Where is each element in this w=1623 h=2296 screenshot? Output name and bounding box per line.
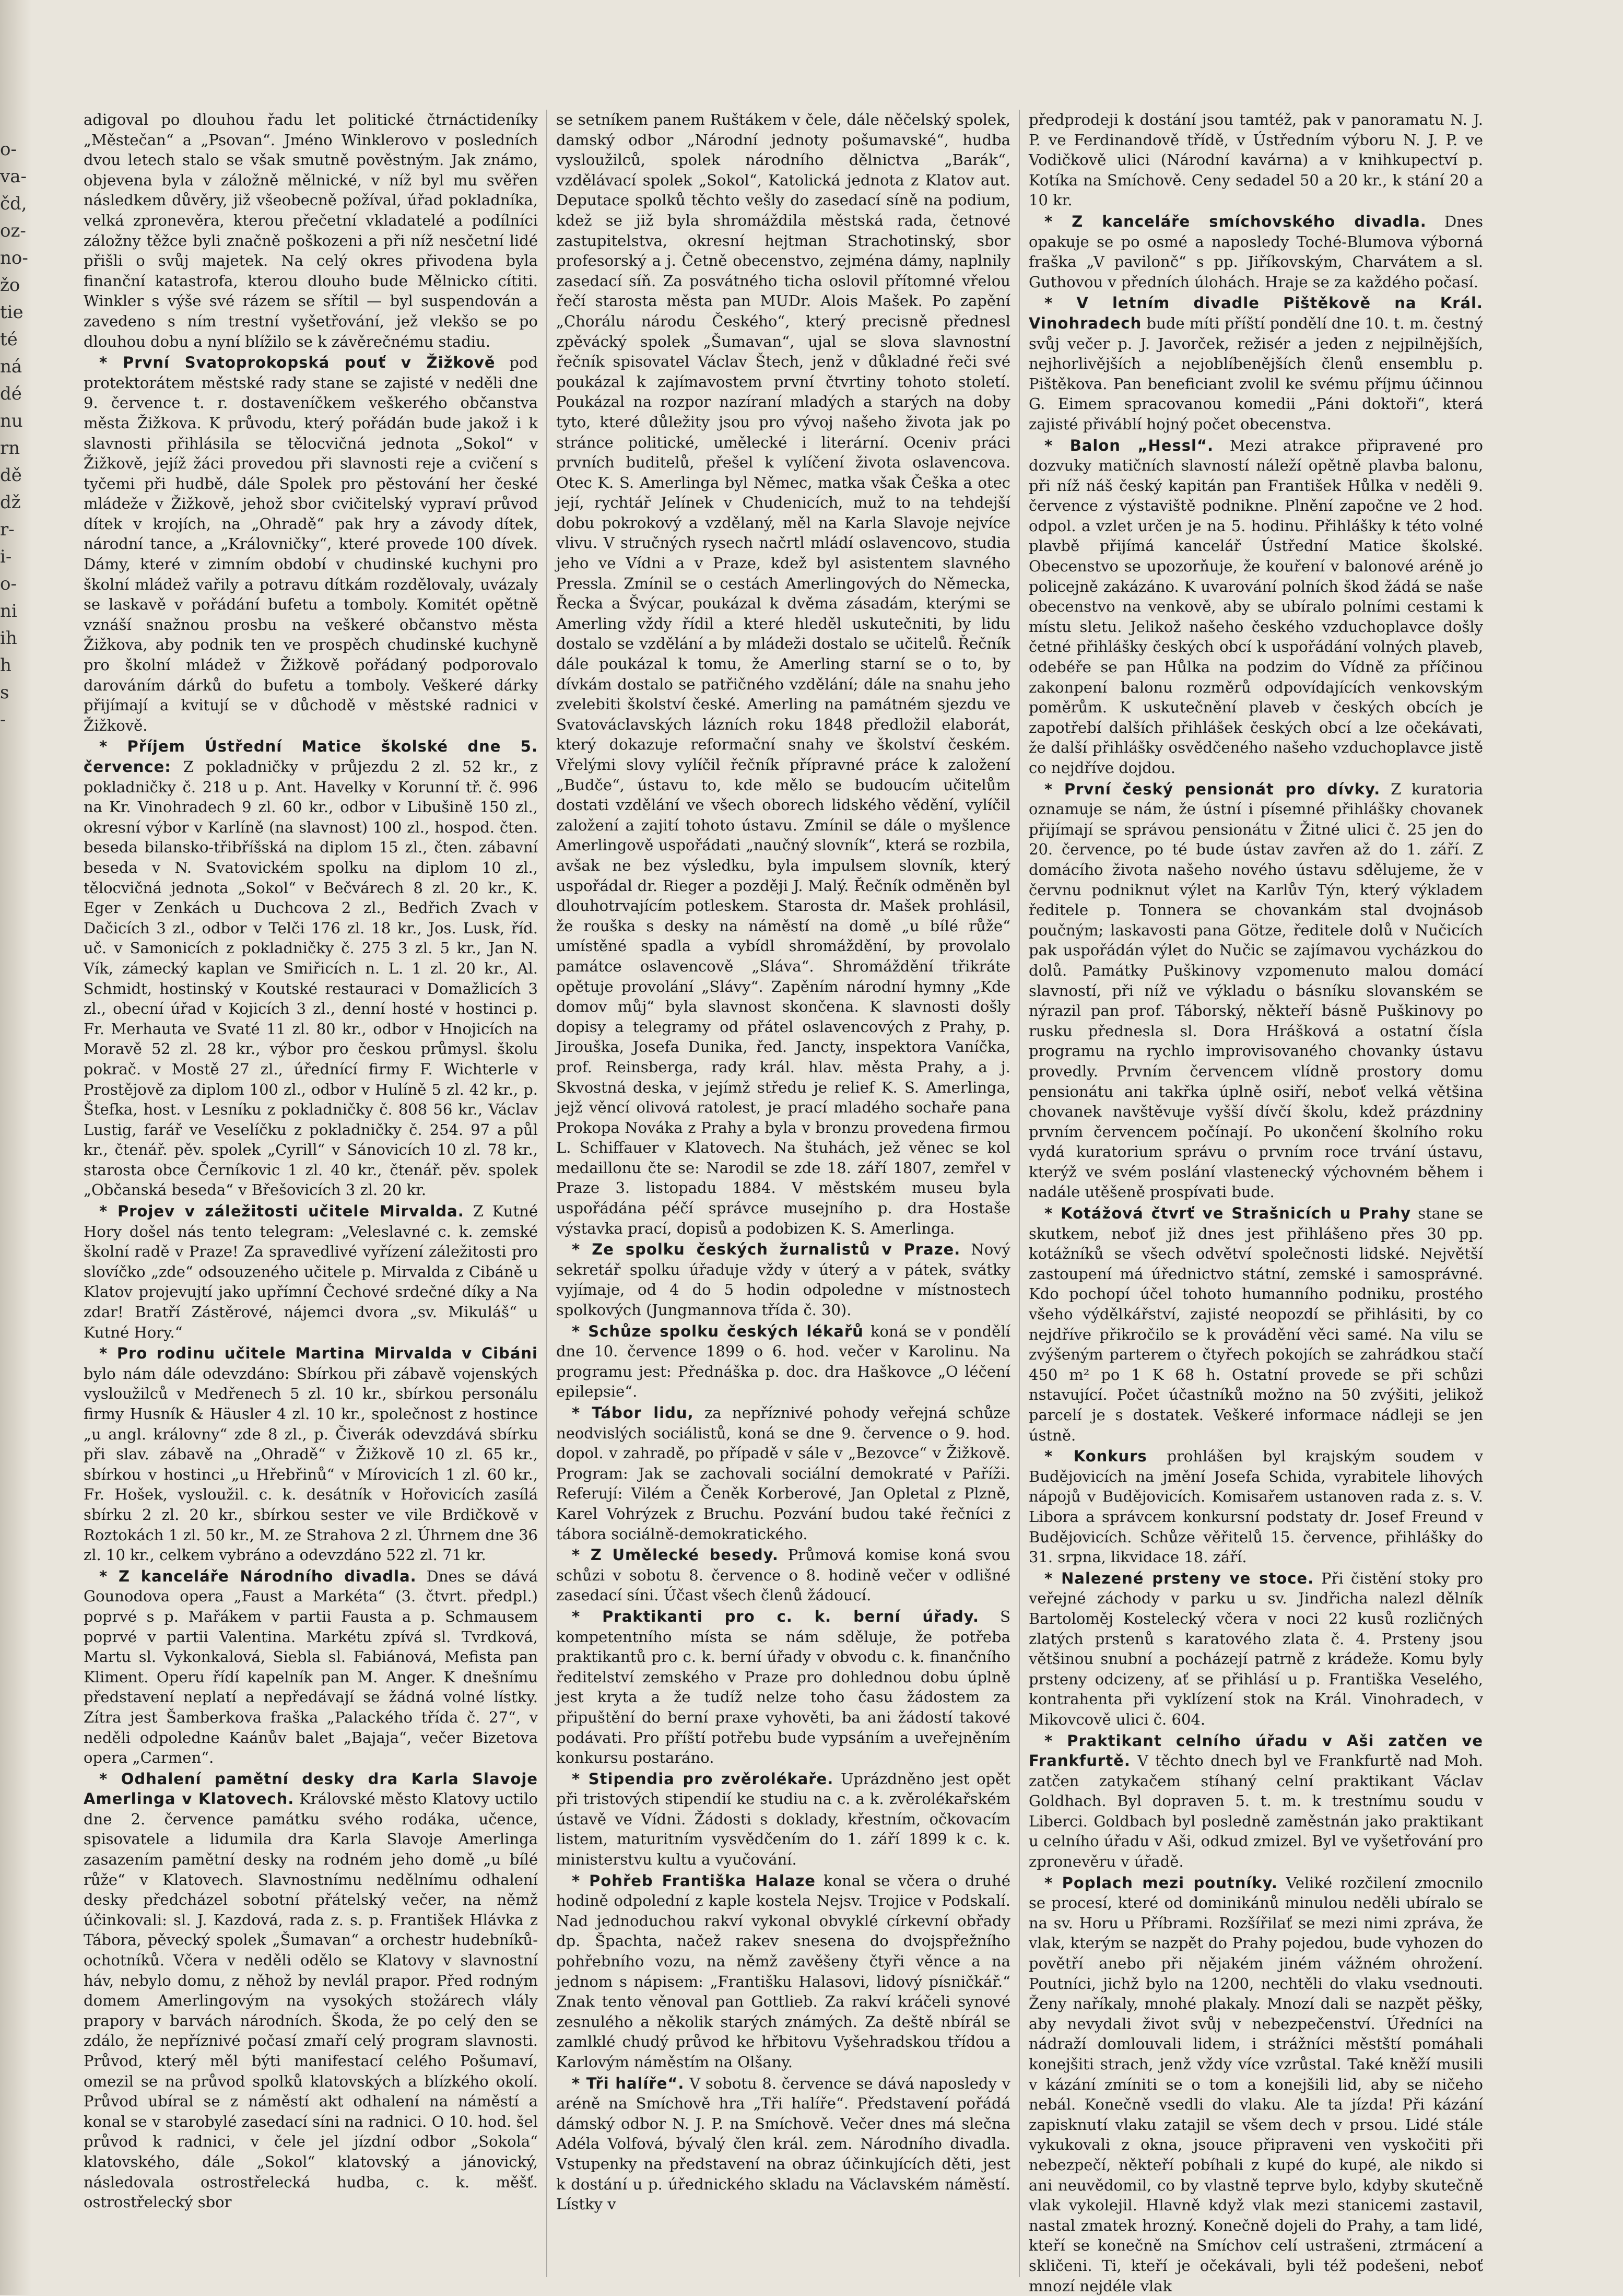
article-text: koná se v pondělí dne 10. července 1899 o 6. hod. večer v Karolinu. Na programu jest: Přednáška p. doc. dra Haškovce „O léčení epilepsie“. — [556, 1322, 1010, 1401]
article-text: V těchto dnech byl ve Frankfurtě nad Moh. zatčen zatykačem stíhaný celní praktikant Václav Goldhach. Byl dopraven 5. t. m. k trestnímu soudu v Liberci. Goldbach byl posledně zaměstnán jako praktikant u celního úřadu v Aši, odkud zmizel. Byl ve vyšetřování pro zpronevěru v úřadě. — [1029, 1752, 1484, 1871]
article — [84, 1343, 538, 1565]
article — [1029, 436, 1483, 778]
article — [556, 1321, 1010, 1402]
article-headline: * Nalezené prsteny ve stoce. — [1044, 1569, 1314, 1587]
edge-fragment: i- — [0, 546, 12, 567]
article — [84, 1566, 538, 1768]
article-headline: * Z kanceláře Národního divadla. — [99, 1567, 417, 1585]
article — [556, 1239, 1010, 1320]
article-text: Z kuratoria oznamuje se nám, že ústní i písemné přihlášky chovanek přijímají se správou pensionátu v Žitné ulici č. 25 jen do 20. července, po té bude ústav zavřen až do 1. září. Z domácího života našeho nového ústavu sdělujeme, že v červnu podniknut výlet na Karlův Týn, který výkladem ředitele p. Tonnera se chovankám stal dvojnásob poučným; laskavosti pana Götze, ředitele dolů v Nučicích pak uspořádán výlet do Nučic se zajímavou vycházkou do dolů. Památky Puškinovy vzpomenuto malou domácí slavností, při níž ve výkladu o básníku slovanském se nýrazil pan prof. Táborský, někteří básně Puškinovy po rusku přednesla sl. Dora Hrášková a ostatní čísla programu na rychlo improvisovaného chovanky ústavu provedly. Prvním červencem vlídně prostory domu pensionátu ani takřka úplně osiří, neboť velká většina chovanek navštěvuje vyšší dívčí školu, kdež prázdniny prvním červencem počínají. Po ukončení školního roku vydá kuratorium správu o prvním roce trvání ústavu, kterýž ve svém poslání vlastenecký výchovném během i nadále utěšeně prospívati bude. — [1029, 780, 1483, 1201]
edge-fragment: h — [0, 655, 11, 676]
edge-fragment: dé — [0, 383, 22, 404]
article — [556, 1545, 1010, 1606]
column-2 — [556, 110, 1010, 2277]
column-rule — [1019, 110, 1020, 2277]
article — [1029, 1446, 1483, 1567]
newspaper-page — [84, 110, 1608, 2295]
article-text: Dnes se dává Gounodova opera „Faust a Markéta“ (3. čtvrt. předpl.) poprvé s p. Mařákem v partii Fausta a p. Schmausem poprvé v partii Valentina. Markétu zpívá sl. Tvrdková, Martu sl. Vykonkalová, Siebla sl. Fabiánová, Mefista pan Kliment. Operu řídí kapelník pan M. Anger. K dnešnímu představení neplatí a nepředávají se žádná volné lístky. Zítra jest Šamberkova fraška „Palackého třída č. 27“, v neděli odpoledne Kaánův balet „Bajaja“, večer Bizetova opera „Carmen“. — [84, 1567, 538, 1767]
article — [556, 1403, 1010, 1544]
article-text: S kompetentního místa se nám sděluje, že potřeba praktikantů pro c. k. berní úřady v obvodu c. k. finančního ředitelství zemského v Praze pro dohlednou dobu úplně jest kryta a že tudíž nelze toho času žádostem za připuštění do berní praxe vyhověti, ba ani žádostí takové podávati. Pro příští potřebu bude vypsáním a uveřejněním konkursu postaráno. — [556, 1607, 1011, 1767]
edge-fragment: o- — [0, 139, 17, 160]
edge-fragment: ná — [0, 356, 22, 377]
article-headline: * Tři halíře“. — [572, 2074, 685, 2092]
article-headline: * Stipendia pro zvěrolékaře. — [572, 1770, 834, 1788]
article-text: pod protektorátem městské rady stane se zajisté v neděli dne 9. července t. r. dostaveníčkem veškerého občanstva města Žižkova. K průvodu, který pořádán bude jakož i k slavnosti přihlásila se tělocvičná jednota „Sokol“ v Žižkově, jejíž žáci provedou při slavnosti reje a cvičení s tyčemi při hudbě, dále Spolek pro pěstování her české mládeže v Žižkově, jehož sbor cvičitelský vypraví průvod dítek v krojích, na „Ohradě“ pak hry a závody dítek, národní tance, a „Královničky“, které provede 100 dívek. Dámy, které v zimním období v chudinské kuchyni pro školní mládež vařily a potravu dítkám rozdělovaly, uvázaly se laskavě v pořádání bufetu a tomboly. Komitét opětně vznáší snažnou prosbu na veškeré občanstvo města Žižkova, aby podnik ten ve prospěch chudinské kuchyně pro školní mládež v Žižkově pořádaný podporovalo darováním dárků do bufetu a tomboly. Veškeré dárky přijímají a kvitují se v důchodě v městské radnici v Žižkově. — [84, 354, 538, 734]
article — [1029, 1568, 1483, 1730]
article-headline: * Balon „Hessl“. — [1044, 436, 1214, 454]
article-headline: * Příjem Ústřední Matice školské dne 5. července: — [84, 737, 538, 776]
article — [1029, 212, 1483, 292]
edge-fragment: va- — [0, 166, 27, 187]
article-text: Dnes opakuje se po osmé a naposledy Toché-Blumova výborná fraška „V pavilonč“ s pp. Jiříkovským, Charvátem a sl. Guthovou v předních úlohách. Hraje se za každého počasí. — [1029, 212, 1483, 291]
column-rule — [546, 110, 547, 2277]
article-text: Průmová komise koná svou schůzi v sobotu 8. července o 8. hodině večer v odlišné zasedací síni. Účast všech členů žádoucí. — [556, 1546, 1011, 1604]
article-text: Z Kutné Hory došel nás tento telegram: „Veleslavné c. k. zemské školní radě v Praze! Za spravedlivé vyřízení záležitosti pro slovíčko „zde“ odsouzeného učitele p. Mirvalda z Cibáně u Klatov projevujtí jako upřímní Čechové srdečné díky a Na zdar! Bratří Zástěrové, nájemci dvora „sv. Mikuláš“ u Kutné Hory.“ — [84, 1202, 538, 1341]
article-text: Královské město Klatovy uctilo dne 2. července památku svého rodáka, učence, spisovatele a lidumila dra Karla Slavoje Amerlinga zasazením pamětní desky na rodném jeho domě „u bílé růže“ v Klatovech. Slavnostnímu nedělnímu odhalení desky předcházel sobotní přátelský večer, na němž účinkovali: sl. J. Kazdová, rada z. s. p. František Hlávka z Tábora, pěvecký spolek „Šumavan“ a orchestr hudebníků-ochotníků. Včera v neděli odělo se Klatovy v slavnostní háv, nebylo domu, z něhož by nevlál prapor. Před rodným domem Amerlingovým na vysokých stožárech vlály prapory v barvách národních. Škoda, že po celý den se zdálo, že nepříznivé počasí zmaří celý program slavnosti. Průvod, který měl býti manifestací celého Pošumaví, omezil se na průvod spolků klatovských a blízkého okolí. Průvod ubíral se z náměstí akt odhalení na náměstí a konal se v starobylé zasedací síni na radnici. O 10. hod. šel průvod k radnici, v čele jel jízdní odbor „Sokola“ klatovského, dále „Sokol“ klatovský a jánovický, následovala ostrostřelecká hudba, c. k. měšť. ostrostřelecký sbor — [84, 1790, 538, 2211]
article-text: prohlášen byl krajským soudem v Budějovicích na jmění Josefa Schida, vyrabitele lihových nápojů v Budějovicích. Komisařem ustanoven rada z. s. V. Libora a správcem konkursní podstaty dr. Josef Freund v Budějovicích. Schůze věřitelů 15. července, přihlášky do 31. srpna, likvidace 18. září. — [1029, 1447, 1483, 1566]
article-headline: * Poplach mezi poutníky. — [1044, 1873, 1278, 1892]
article-headline: * Odhalení pamětní desky dra Karla Slavoje Amerlinga v Klatovech. — [84, 1770, 538, 1808]
article-text: Mezi atrakce připravené pro dozvuky matičních slavností náleží opětně plavba balonu, při níž náš český kapitán pan František Hůlka v neděli 9. července z výstaviště podnikne. Plnění započne ve 2 hod. odpol. a vzlet určen je na 5. hodinu. Přihlášky k této volné plavbě přijímá kancelář Ústřední Matice školské. Obecenstvo se upozorňuje, že kouření v balonové aréně jo policejně zakázáno. K uvarování polních škod žádá se naše obecenstvo na venkově, aby se ubíralo polními cestami k místu sletu. Jelikož našeho českého vzduchoplavce došly četné přihlášky českých obcí k uspořádání volných plaveb, odebéře se pan Hůlka na podzim do Vídně za příčinou zakonpení balonu rozměrů odpovídajících venkovským poměrům. K uskutečnění plaveb v českých obcích je zapotřebí dalších přihlášek českých obcí a lze očekávati, že další přihlášky osvědčeného našeho vzduchoplavce jistě co nejdříve dojdou. — [1029, 436, 1484, 777]
column-3 — [1029, 110, 1484, 2295]
article-text: Nový sekretář spolku úřaduje vždy v úterý a v pátek, svátky vyjímaje, od 4 do 5 hodin odpoledne v místnostech spolkových (Jungmannova třída č. 30). — [556, 1240, 1011, 1319]
article-text: za nepříznivé pohody veřejná schůze neodvislých sociálistů, koná se dne 9. července o 9. hod. dopol. v zahradě, po případě v sále v „Bezovce“ v Žižkově. Program: Jak se zachovali sociální demokraté v Paříži. Referují: Vilém a Čeněk Korberové, Jan Opletal z Plzně, Karel Vohrýzek z Bruchu. Pozvání budou také řečníci z tábora sociálně-demokratického. — [556, 1404, 1010, 1543]
article-text: se setníkem panem Ruštákem v čele, dále něčelský spolek, damský odbor „Národní jednoty pošumavské“, hudba vysloužilců, spolek národního dělnictva „Barák“, vzdělávací spolek „Sokol“, Katolická jednota z Klatov aut. Deputace spolků těchto vešly do zasedací síně na podium, kdež se již byla shromáždila městská rada, četnové zastupitelstva, okresní hejtman Strachotinský, sbor profesorský a j. Četně obecenstvo, zejména dámy, naplnily zasedací síň. Za posvátného ticha oslovil přítomné vřelou řečí starosta města pan MUDr. Alois Mašek. Po zapění „Chorálu národu Českého“, který precisně přednesl zpěvácký spolek „Šumavan“, ujal se slova slavnostní řečník spisovatel Václav Štech, jenž v důkladné řeči své poukázal k zajímavostem první čtvrtiny tohoto století. Poukázal na rozpor nazíraní mladých a starých na doby tyto, které důležity jsou pro vývoj našeho života jak po stránce politické, umělecké i literární. Oceniv práci prvních buditelů, přešel k vylíčení života oslavencova. Otec K. S. Amerlinga byl Němec, matka však Češka a otec její, rychtář Jelínek v Chudenicích, muž to na tehdejší dobu pokrokový a vzdělaný, měl na Karla Slavoje nejvíce vlivu. V stručných rysech načrtl mládí oslavencovo, studia jeho ve Vídni a v Praze, kdež byl asistentem slavného Pressla. Zmínil se o cestách Amerlingových do Německa, Řecka a Švýcar, poukázal k dvěma zásadám, kterými se Amerling vždy řídil a které hleděl uskutečniti, by lidu dostalo se vzdělání a by mládeži dostalo se učitelů. Řečník dále poukázal k tomu, že Amerling starní se o to, by dívkám dostalo se patřičného vzdělání; dále na snahu jeho zvelebiti školství české. Amerling na památném sjezdu ve Svatováclavských lázních roku 1848 předložil elaborát, který dokazuje reformační snahy ve školství českém. Vřelými slovy vylíčil řečník přípravné práce k založení „Budče“, ústavu to, kde mělo se budoucím učitelům dostati vzdělání ve všech oborech lidského vědění, vylíčil založení a zajití tohoto ústavu. Zmínil se dále o myšlence Amerlingově uspořádati „naučný slovník“, která se rozbila, avšak ne bez výsledku, byla impulsem slovník, který uspořádal dr. Rieger a později J. Malý. Řečník odměněn byl dlouhotrvajícím potleskem. Starosta dr. Mašek prohlásil, že rouška s desky na náměstí na domě „u bílé růže“ umístěné spadla a vybídl shromáždění, by provolalo památce oslavencově „Sláva“. Shromáždění třikráte opětuje provolání „Slávy“. Zapěním národní hymny „Kde domov můj“ byla slavnost skončena. K slavnosti došly dopisy a telegramy od přátel oslavencových z Prahy, p. Jirouška, Josefa Dunika, řed. Jancty, inspektora Vaníčka, prof. Reinsberga, rady král. hlav. města Prahy, a j. Skvostná deska, v jejímž středu je relief K. S. Amerlinga, jejž věncí olivová ratolest, je prací mladého sochaře pana Prokopa Nováka z Prahy a byla v bronzu provedena firmou L. Schiffauer v Klatovech. Na štuhách, jež věnec se kol medaillonu čte se: Narodil se zde 18. září 1807, zemřel v Praze 3. listopadu 1884. V městském museu byla uspořádána péčí správce musejního p. dra Hostaše výstavka prací, dopisů a podobizen K. S. Amerlinga. — [556, 111, 1010, 1237]
article-text: Uprázdněno jest opět při tristových stipendií ke studiu na c. a k. zvěrolékařském ústavě ve Vídni. Žádosti s doklady, křestním, očkovacím listem, maturitním vysvědčením do 1. září 1899 k c. k. ministerstvu kultu a vyučování. — [556, 1770, 1010, 1869]
column-1 — [84, 110, 538, 2277]
article — [556, 2074, 1010, 2215]
article-headline: * Projev v záležitosti učitele Mirvalda. — [99, 1202, 464, 1221]
article — [1029, 1203, 1483, 1445]
article — [84, 736, 538, 1200]
edge-fragment: dě — [0, 465, 22, 486]
edge-fragment: s — [0, 682, 9, 703]
article — [556, 1871, 1010, 2072]
edge-fragment: ih — [0, 628, 17, 649]
edge-fragment: nu — [0, 411, 23, 431]
edge-fragment: ni — [0, 601, 17, 622]
article — [556, 1769, 1010, 1870]
article-headline: * Praktikant celního úřadu v Aši zatčen ve Frankfurtě. — [1029, 1731, 1483, 1770]
edge-fragment: o- — [0, 573, 17, 594]
article-continuation — [1029, 110, 1483, 210]
article-continuation — [556, 110, 1010, 1238]
article — [1029, 1873, 1483, 2296]
article-text: Při čistění stoky pro veřejné záchody v parku u sv. Jindřicha nalezl dělník Bartoloměj Kostelecký včera v noci 22 kusů rozličných zlatých prstenů s karatového zlata č. 4. Prsteny jsou většinou snubní a pocházejí patrně z krádeže. Komu byly prsteny odcizeny, ať se přihlásí u p. Františka Veselého, kontrahenta při vyklízení stok na Král. Vinohradech, v Mikovcově ulici č. 604. — [1029, 1569, 1483, 1728]
article-text: stane se skutkem, neboť již dnes jest přihlášeno přes 30 pp. kotážníků se všech odvětví společnosti lidské. Největší zastoupení má úřednictvo státní, zemské i samosprávné. Kdo pochopí účel tohoto humanního podniku, prostého všeho výdělkářství, zajisté neopozdí se přihlásiti, by co nejdříve přikročilo se k provádění věci samé. Na vilu se zvýšeným parterem o čtyřech pokojích se zahrádkou stačí 450 m² po 1 K 68 h. Ostatní provede se při schůzi nstavující. Počet účastníků možno na 50 zvýšiti, jelikož parcelí je s dostatek. Veškeré informace nádleji se jen ústně. — [1029, 1204, 1483, 1444]
article — [1029, 293, 1483, 434]
article-headline: * Praktikanti pro c. k. berní úřady. — [572, 1607, 980, 1625]
article — [1029, 779, 1483, 1202]
edge-fragment: té — [0, 329, 18, 350]
article-headline: * Ze spolku českých žurnalistů v Praze. — [572, 1240, 961, 1259]
neighbor-page-edge — [0, 136, 28, 2173]
edge-fragment: no- — [0, 248, 28, 268]
article-text: adigoval po dlouhou řadu let politické čtrnáctideníky „Městečan“ a „Psovan“. Jméno Winklerovo v posledních dvou letech stalo se však smutně pověstným. Jak známo, objevena byla v záložně mělnické, v níž byl mu svěřen následkem důvěry, již všeobecně požíval, úřad pokladníka, velká zpronevěra, kterou přečetní vkladatelé a podílníci záložny těžce byli značně poškozeni a při níž nesčetní lidé přišli o svůj majetek. Na celý okres přivodena byla finanční katastrofa, kterou dlouho bude Mělnicko cítiti. Winkler s výše své rázem se sřítil — byl suspendován a zavedeno s ním trestní vyšetřování, jež vlekšo se po dlouhou dobu a nyní blížilo se k závěrečnému stadiu. — [84, 111, 538, 350]
article-headline: * Konkurs — [1044, 1447, 1147, 1466]
article-text: Z pokladničky v průjezdu 2 zl. 52 kr., z pokladničky č. 218 u p. Ant. Havelky v Korunní tř. č. 996 na Kr. Vinohradech 9 zl. 60 kr., odbor v Libušině 150 zl., okresní výbor v Karlíně (na slavnost) 100 zl., hospod. čten. beseda bilansko-třibříšská na diplom 15 zl., čten. zábavní beseda v N. Svatovickém spolku na diplom 10 zl., tělocvičná jednota „Sokol“ v Bečvárech 8 zl. 20 kr., K. Eger v Zenkách u Duchcova 2 zl., Bedřich Zvach v Dačicích 3 zl., odbor v Telči 176 zl. 18 kr., Jos. Lusk, říd. uč. v Samonicích z pokladničky č. 275 3 zl. 5 kr., Jan N. Vík, zámecký kaplan ve Smiřicích n. L. 1 zl. 20 kr., Al. Schmidt, hostinský v Koutské restauraci v Domažlicích 3 zl., obecní úřad v Kojicích 3 zl., denní hosté v hostinci p. Fr. Merhauta ve Svaté 11 zl. 80 kr., odbor v Hnojicích na Moravě 52 zl. 28 kr., výbor pro českou průmysl. školu pokrač. v Mostě 27 zl., úřednící firmy F. Wichterle v Prostějově za diplom 100 zl., odbor v Hulíně 5 zl. 42 kr., p. Štefka, host. v Lesníku z pokladničky č. 808 56 kr., Václav Lustig, farář ve Veselíčku z pokladničky č. 254. 97 a půl kr., čtenář. pěv. spolek „Cyrill“ v Sánovicích 10 zl. 78 kr., starosta obce Černíkovic 1 zl. 40 kr., čtenář. pěv. spolek „Občanská beseda“ v Břešovicích 3 zl. 20 kr. — [84, 758, 538, 1199]
edge-fragment: čd, — [0, 193, 27, 214]
article — [84, 1769, 538, 2212]
article-headline: * Z kanceláře smíchovského divadla. — [1044, 212, 1427, 230]
edge-fragment: - — [0, 709, 6, 730]
article-text: V sobotu 8. července se dává naposledy v aréně na Smíchově hra „Tři halíře“. Představení pořádá dámský odbor N. J. P. na Smíchově. Večer dnes má slečna Adéla Volfová, bývalý člen král. zem. Národního divadla. Vstupenky na představení na obraz účinkujících děti, jest k dostání u p. úřednického skladu na Václavském náměstí. Lístky v — [556, 2074, 1010, 2213]
article-headline: * Z Umělecké besedy. — [572, 1546, 779, 1564]
article-headline: * První český pensionát pro dívky. — [1044, 780, 1381, 798]
article-headline: * V letním divadle Pištěkově na Král. Vinohradech — [1029, 294, 1483, 332]
article-headline: * Pro rodinu učitele Martina Mirvalda v Cibáni — [99, 1344, 538, 1363]
article-headline: * První Svatoprokopská pouť v Žižkově — [99, 354, 496, 372]
edge-fragment: žo — [0, 275, 20, 296]
article — [84, 353, 538, 735]
article-headline: * Kotážová čtvrť ve Strašnicích u Prahy — [1044, 1204, 1412, 1223]
edge-fragment: r- — [0, 519, 15, 540]
article — [84, 1201, 538, 1342]
article-headline: * Pohřeb Františka Halaze — [572, 1871, 816, 1890]
article-text: Veliké rozčilení zmocnilo se procesí, které od dominikánů minulou neděli ubíralo se na sv. Horu u Příbrami. Rozšířilať se mezi nimi zpráva, že vlak, kterým se nazpět do Prahy pojedou, bude vyhozen do povětří anebo při nějakém jiném vážném ohrožení. Poutníci, jichž bylo na 1200, nechtěli do vlaku vsednouti. Ženy naříkaly, mnohé plakaly. Mnozí dali se nazpět pěšky, aby nevydali život svůj v nebezpečenství. Úředníci na nádraží domlouvali lidem, i strážníci městští pomáhali konejšiti strach, jenž vždy více vzrůstal. Také kněží musili v kázání zmíniti se o tom a konejšili lid, aby se ničeho nebál. Konečně vsedli do vlaku. Ale ta jízda! Při kázání zapisknutí vlaku zatajil se všem dech v prsou. Lidé stále vykukovali z okna, jsouce připraveni ven vyskočiti při nebezpečí, někteří pobíhali z kupé do kupé, ale nikdo si ani neuvědomil, co by vlastně teprve bylo, kdyby skutečně vlak vykolejil. Hlavně když vlak mezi stanicemi zastavil, nastal zmatek hrozný. Konečně dojeli do Prahy, a tam lidé, kteří se konečně na Smíchov celí ustrašeni, ztrmácení a skličeni. Ti, kteří je očekávali, byli též podešeni, neboť mnozí nejdéle vlak — [1029, 1873, 1484, 2295]
edge-fragment: dž — [0, 492, 21, 513]
article-text: konal se včera o druhé hodině odpolední z kaple kostela Nejsv. Trojice v Podskalí. Nad jednoduchou rakví vykonal obvyklé církevní obřady dp. Špachta, načež rakev snesena do dvojspřežního pohřebního vozu, na němž zavěšeny čtyři věnce a na jednom s nápisem: „Františku Halasovi, lidový písničkář.“ Znak tento věnoval pan Gottlieb. Za rakví kráčeli synové zesnulého a několik starých známých. Za deště nbírál se zamlklé chudý průvod ke hřbitovu Vyšehradskou třídou a Karlovým náměstím na Olšany. — [556, 1871, 1011, 2071]
article-text: předprodeji k dostání jsou tamtéž, pak v panoramatu N. J. P. ve Ferdinandově třídě, v Ústředním výboru N. J. P. ve Vodičkově ulici (Národní kavárna) a v knihkupectví p. Kotíka na Smíchově. Ceny sedadel 50 a 20 kr., k stání 20 a 10 kr. — [1029, 111, 1483, 209]
article-continuation — [84, 110, 538, 352]
article-headline: * Schůze spolku českých lékařů — [572, 1322, 864, 1340]
article-headline: * Tábor lidu, — [572, 1404, 694, 1422]
edge-fragment: rn — [0, 438, 20, 459]
article — [556, 1607, 1010, 1768]
edge-fragment: oz- — [0, 220, 26, 241]
article-text: bylo nám dále odevzdáno: Sbírkou při zábavě vojenských vysloužilců v Medřenech 5 zl. 10 kr., sbírkou personálu firmy Husník & Häusler 4 zl. 10 kr., společnost z hostince „u angl. královny“ zde 8 zl., p. Čiverák odevzdává sbírku při slav. zábavě na „Ohradě“ v Žižkově 10 zl. 65 kr., sbírkou v hostinci „u Hřebřinů“ v Mírovicích 1 zl. 60 kr., Fr. Hošek, vysloužil. c. k. desátník v Hořovicích zasílá sbírku 2 zl. 20 kr., sbírkou sester ve vile Brdičkově v Roztokách 1 zl. 50 kr., M. ze Strahova 2 zl. Úhrnem dne 36 zl. 10 kr., celkem vybráno a odevzdáno 522 zl. 71 kr. — [84, 1364, 538, 1564]
article — [1029, 1731, 1483, 1872]
article-text: bude míti příští pondělí dne 10. t. m. čestný svůj večer p. J. Javorček, režisér a jeden z nejpilnějších, nejhorlivějších a nejoblíbenějších členů ensemblu p. Pištěkova. Pan beneficiant zvolil ke svému příjmu účinnou G. Eimem spracovanou komedii „Páni doktoři“, která zajisté přiváblí hojný počet obecenstva. — [1029, 314, 1483, 433]
edge-fragment: tie — [0, 302, 23, 323]
